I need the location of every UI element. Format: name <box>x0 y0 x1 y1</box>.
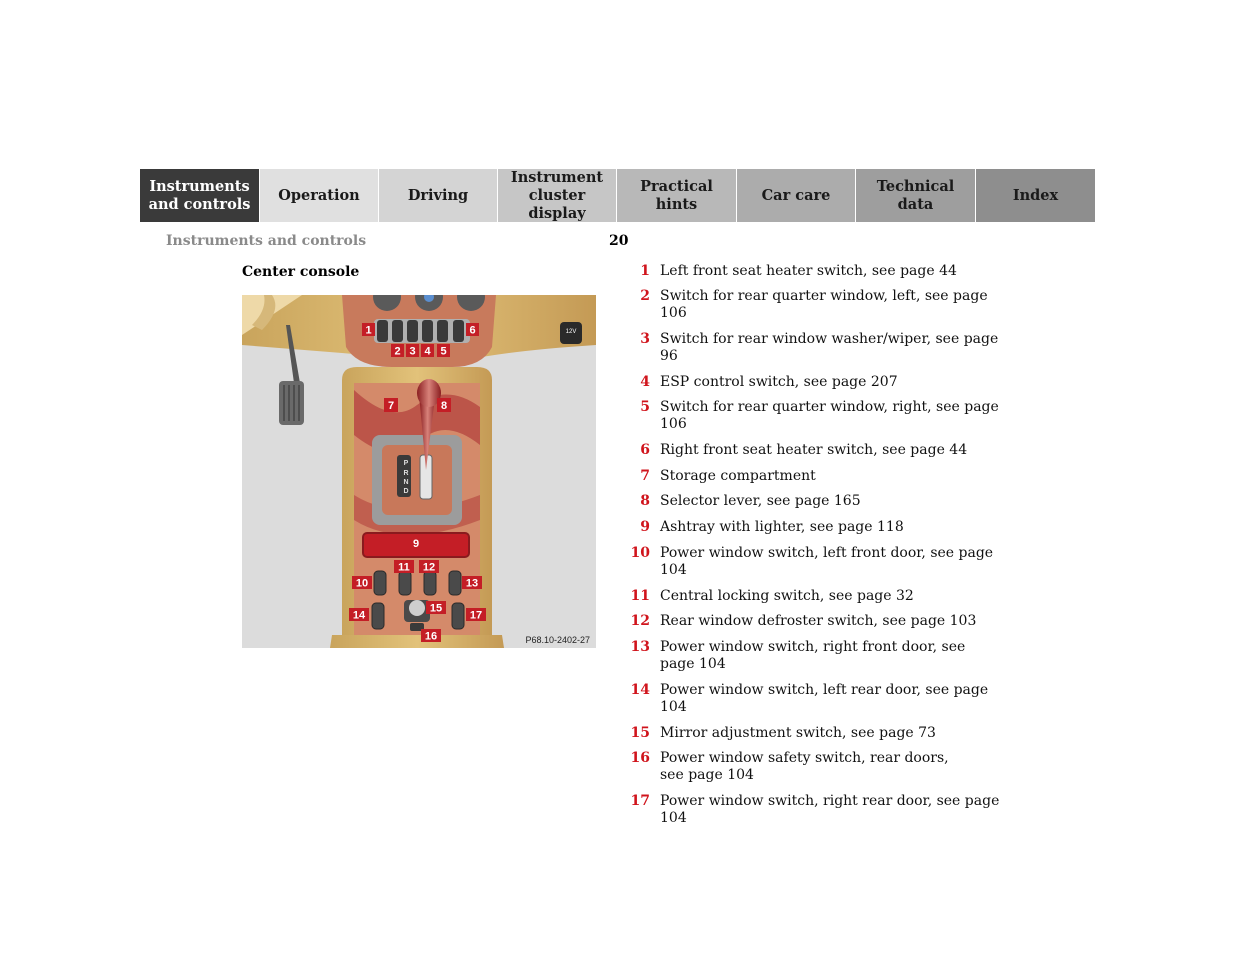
legend-number: 6 <box>640 442 650 458</box>
callout-16 <box>421 629 441 643</box>
callout-7 <box>384 398 398 412</box>
gear-gate <box>382 445 452 515</box>
tab-car-care[interactable]: Car care <box>737 169 856 222</box>
legend-text: Selector lever, see page 165 <box>660 493 861 509</box>
gear-letter-r: R <box>403 470 409 477</box>
legend-text: Power window safety switch, rear doors, see page 104 <box>660 750 949 783</box>
legend-text: Ashtray with lighter, see page 118 <box>660 519 904 535</box>
legend-text: Switch for rear window washer/wiper, see page 96 <box>660 331 999 364</box>
tab-instruments-and-controls[interactable]: Instruments and controls <box>140 169 260 222</box>
legend-text: Right front seat heater switch, see page 44 <box>660 442 968 458</box>
tab-index[interactable]: Index <box>976 169 1095 222</box>
legend-item <box>630 519 1010 536</box>
svg-text:8: 8 <box>440 400 448 412</box>
legend-item <box>630 374 1010 391</box>
gear-letter-d: D <box>403 488 409 495</box>
legend-item <box>630 468 1010 485</box>
callout-8 <box>437 398 451 412</box>
legend-number: 16 <box>630 750 650 766</box>
tab-practical-hints[interactable]: Practical hints <box>617 169 737 222</box>
console-drawing <box>242 295 596 648</box>
svg-text:17: 17 <box>469 609 483 622</box>
callout-5 <box>437 344 450 358</box>
callout-1 <box>362 323 375 337</box>
callout-10 <box>352 576 372 590</box>
svg-text:2: 2 <box>394 345 401 358</box>
legend-item <box>630 682 1010 716</box>
legend-number: 17 <box>630 793 650 809</box>
svg-text:6: 6 <box>469 324 476 337</box>
legend-text: Power window switch, right front door, see page 104 <box>660 639 966 672</box>
svg-text:12: 12 <box>422 561 436 574</box>
legend-item <box>630 493 1010 510</box>
callout-3 <box>406 344 419 358</box>
legend-text: Left front seat heater switch, see page 44 <box>660 263 957 279</box>
heading-center-console: Center console <box>242 264 360 280</box>
legend-item <box>630 331 1010 365</box>
svg-text:9: 9 <box>412 538 420 550</box>
gear-letter-p: P <box>403 460 409 467</box>
power-socket-label: 12V <box>565 329 577 335</box>
callout-9 <box>409 536 423 550</box>
legend-item <box>630 613 1010 630</box>
legend-number: 1 <box>640 263 650 279</box>
tab-driving[interactable]: Driving <box>379 169 498 222</box>
legend-text: Rear window defroster switch, see page 103 <box>660 613 977 629</box>
svg-text:4: 4 <box>424 345 431 358</box>
legend-text: Switch for rear quarter window, right, see page 106 <box>660 399 999 432</box>
legend-list <box>630 263 1010 827</box>
callout-11 <box>394 560 414 574</box>
callout-13 <box>462 576 482 590</box>
svg-text:5: 5 <box>440 345 447 358</box>
armrest <box>330 635 504 648</box>
callout-15 <box>426 601 446 615</box>
page-number: 20 <box>609 233 629 249</box>
callout-17 <box>466 608 486 622</box>
center-console-illustration <box>242 295 596 648</box>
legend-item <box>630 263 1010 280</box>
brake-pedal <box>279 381 304 425</box>
callout-4 <box>421 344 434 358</box>
legend-item <box>630 442 1010 459</box>
legend-text: Power window switch, left front door, see page 104 <box>660 545 994 578</box>
legend-text: Switch for rear quarter window, left, see page 106 <box>660 288 988 321</box>
mirror-switch-knob <box>409 600 425 616</box>
legend-item <box>630 399 1010 433</box>
legend-number: 14 <box>630 682 650 698</box>
svg-text:16: 16 <box>424 630 438 643</box>
legend-item <box>630 288 1010 322</box>
svg-text:3: 3 <box>409 345 416 358</box>
svg-text:14: 14 <box>352 609 366 622</box>
legend-number: 12 <box>630 613 650 629</box>
legend-number: 3 <box>640 331 650 347</box>
legend-number: 8 <box>640 493 650 509</box>
svg-text:1: 1 <box>365 324 372 337</box>
legend-number: 7 <box>640 468 650 484</box>
legend-item <box>630 725 1010 742</box>
section-title: Instruments and controls <box>166 233 367 249</box>
svg-text:7: 7 <box>387 400 395 412</box>
svg-text:11: 11 <box>398 561 410 574</box>
legend-number: 5 <box>640 399 650 415</box>
callout-12 <box>419 560 439 574</box>
legend-text: Storage compartment <box>660 468 816 484</box>
legend-text: ESP control switch, see page 207 <box>660 374 898 390</box>
callout-2 <box>391 344 404 358</box>
legend-text: Power window switch, right rear door, see page 104 <box>660 793 1000 826</box>
legend-item <box>630 588 1010 605</box>
tab-technical-data[interactable]: Technical data <box>856 169 976 222</box>
svg-text:13: 13 <box>465 577 479 590</box>
legend-number: 11 <box>630 588 650 604</box>
gear-letter-n: N <box>403 479 409 486</box>
legend-number: 2 <box>640 288 650 304</box>
legend-number: 10 <box>630 545 650 561</box>
legend-text: Power window switch, left rear door, see page 104 <box>660 682 989 715</box>
legend-text: Central locking switch, see page 32 <box>660 588 914 604</box>
legend-number: 4 <box>640 374 650 390</box>
legend-number: 15 <box>630 725 650 741</box>
legend-text: Mirror adjustment switch, see page 73 <box>660 725 936 741</box>
legend-item <box>630 639 1010 673</box>
legend-number: 9 <box>640 519 650 535</box>
legend-item <box>630 545 1010 579</box>
legend-item <box>630 793 1010 827</box>
chapter-tabs <box>140 169 1095 222</box>
tab-instrument-cluster-display[interactable]: Instrument cluster display <box>498 169 617 222</box>
callout-14 <box>349 608 369 622</box>
figure-reference: P68.10-2402-27 <box>525 635 590 645</box>
svg-text:15: 15 <box>429 602 443 615</box>
tab-operation[interactable]: Operation <box>260 169 379 222</box>
svg-text:10: 10 <box>355 577 369 590</box>
legend-item <box>630 750 1010 784</box>
legend-number: 13 <box>630 639 650 655</box>
callout-6 <box>466 323 479 337</box>
